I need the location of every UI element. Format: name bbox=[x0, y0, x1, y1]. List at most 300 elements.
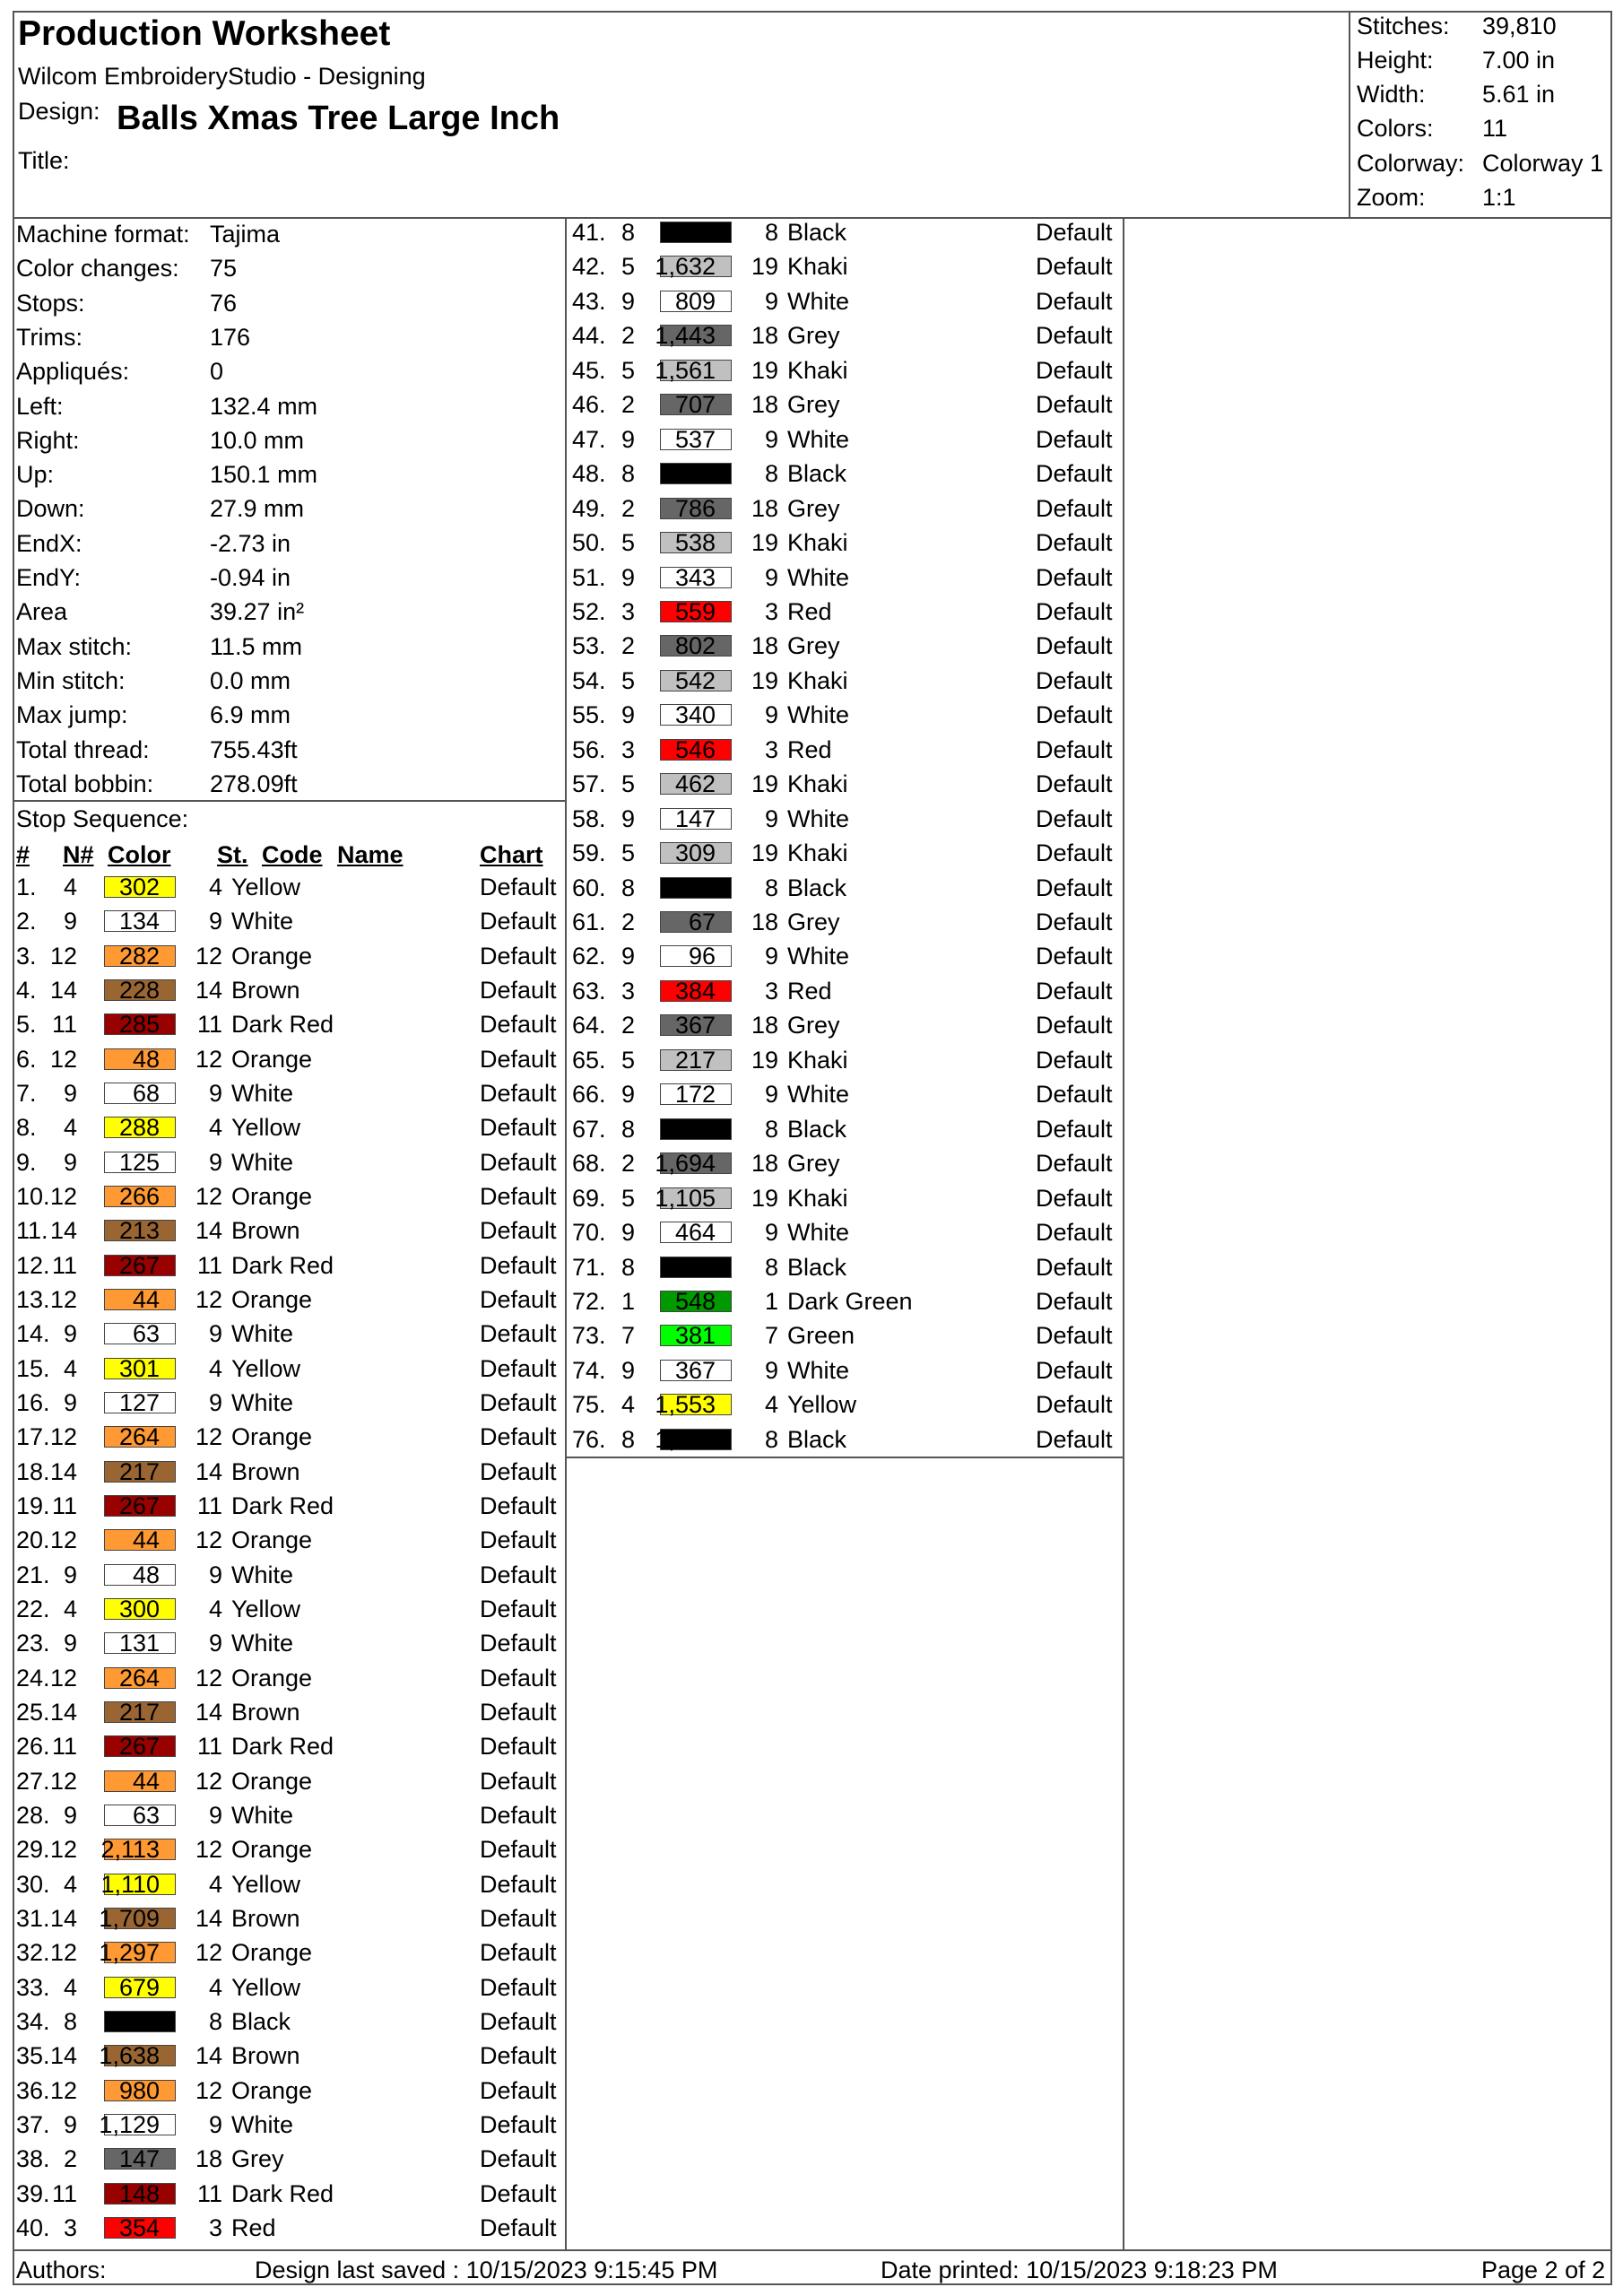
thread-name: Green bbox=[787, 1322, 855, 1350]
thread-code: 19 bbox=[751, 839, 778, 867]
stitch-count: 1,638 bbox=[99, 2042, 160, 2070]
needle-number: 2 bbox=[621, 1012, 635, 1039]
thread-name: Black bbox=[787, 219, 847, 246]
stitch-count: 707 bbox=[674, 391, 716, 419]
stitch-count: 282 bbox=[118, 942, 160, 970]
chart-name: Default bbox=[1036, 253, 1113, 281]
thread-code: 12 bbox=[195, 1045, 222, 1073]
thread-code: 3 bbox=[764, 597, 778, 625]
needle-number: 2 bbox=[621, 909, 635, 935]
thread-code: 12 bbox=[195, 1939, 222, 1967]
needle-number: 2 bbox=[621, 632, 635, 660]
chart-name: Default bbox=[1036, 735, 1113, 763]
stitch-count: 363 bbox=[674, 460, 716, 488]
stop-row bbox=[572, 1112, 1121, 1146]
chart-name: Default bbox=[1036, 287, 1113, 315]
info-label: Max stitch: bbox=[16, 632, 133, 660]
chart-name: Default bbox=[480, 942, 557, 970]
stop-row bbox=[16, 1076, 565, 1110]
needle-number: 4 bbox=[63, 1870, 77, 1898]
stop-number: 20. bbox=[16, 1526, 50, 1554]
stop-number: 45. bbox=[572, 356, 606, 384]
thread-name: Red bbox=[787, 735, 832, 763]
thread-code: 4 bbox=[208, 1870, 222, 1898]
stitch-count: 96 bbox=[688, 943, 716, 970]
chart-name: Default bbox=[1036, 1012, 1113, 1039]
needle-number: 12 bbox=[49, 1767, 77, 1795]
thread-name: Black bbox=[787, 1253, 847, 1281]
stop-row bbox=[16, 1592, 565, 1626]
stop-number: 15. bbox=[16, 1354, 50, 1382]
needle-number: 12 bbox=[49, 1423, 77, 1451]
stop-row bbox=[16, 2108, 565, 2142]
stop-row bbox=[16, 1901, 565, 1935]
stop-number: 11. bbox=[16, 1217, 48, 1245]
stop-number: 1. bbox=[16, 874, 37, 900]
needle-number: 2 bbox=[621, 1150, 635, 1178]
thread-code: 8 bbox=[764, 1425, 778, 1453]
stitch-count: 111 bbox=[678, 219, 716, 246]
stop-number: 49. bbox=[572, 494, 606, 522]
stitch-count: 384 bbox=[674, 977, 716, 1004]
stop-number: 74. bbox=[572, 1356, 606, 1384]
needle-number: 9 bbox=[63, 908, 77, 935]
stitch-count: 176 bbox=[674, 874, 716, 901]
stop-row bbox=[572, 318, 1121, 352]
thread-code: 18 bbox=[751, 322, 778, 350]
thread-code: 9 bbox=[208, 1388, 222, 1416]
stop-number: 44. bbox=[572, 322, 606, 350]
stitch-count: 537 bbox=[674, 425, 716, 453]
stitch-count: 67 bbox=[688, 909, 716, 935]
chart-name: Default bbox=[480, 1801, 557, 1829]
thread-code: 4 bbox=[764, 1391, 778, 1419]
thread-code: 12 bbox=[195, 1767, 222, 1795]
thread-name: Dark Green bbox=[787, 1287, 913, 1315]
needle-number: 9 bbox=[621, 1219, 635, 1247]
thread-code: 19 bbox=[751, 356, 778, 384]
stop-row bbox=[16, 1867, 565, 1901]
stitch-count: 267 bbox=[118, 1733, 160, 1761]
thread-name: Grey bbox=[787, 494, 840, 522]
thread-name: Dark Red bbox=[231, 1492, 334, 1519]
stop-row bbox=[16, 973, 565, 1007]
chart-name: Default bbox=[480, 2042, 557, 2070]
info-label: Max jump: bbox=[16, 701, 128, 729]
needle-number: 4 bbox=[621, 1391, 635, 1419]
stitch-count: 546 bbox=[674, 735, 716, 763]
info-value: 0.0 mm bbox=[210, 666, 291, 694]
info-label: EndY: bbox=[16, 564, 82, 591]
stop-number: 31. bbox=[16, 1904, 50, 1932]
summary-value: 39,810 bbox=[1482, 13, 1557, 39]
stop-row bbox=[572, 1250, 1121, 1284]
stop-number: 59. bbox=[572, 839, 606, 867]
stitch-count: 1,632 bbox=[655, 253, 716, 281]
chart-name: Default bbox=[480, 1182, 557, 1210]
stop-number: 43. bbox=[572, 287, 606, 315]
stop-number: 37. bbox=[16, 2110, 50, 2138]
thread-code: 18 bbox=[751, 909, 778, 935]
stop-number: 47. bbox=[572, 425, 606, 453]
stop-row bbox=[16, 1386, 565, 1420]
stop-number: 7. bbox=[16, 1079, 37, 1107]
stop-row bbox=[572, 664, 1121, 698]
header-summary-divider bbox=[1349, 11, 1350, 219]
thread-name: Orange bbox=[231, 1045, 313, 1073]
needle-number: 9 bbox=[621, 701, 635, 729]
thread-code: 1 bbox=[764, 1287, 778, 1315]
summary-value: 7.00 in bbox=[1482, 47, 1556, 74]
info-value: 75 bbox=[210, 255, 238, 283]
needle-number: 9 bbox=[63, 1148, 77, 1176]
thread-name: Red bbox=[231, 2213, 276, 2241]
chart-name: Default bbox=[480, 1011, 557, 1039]
stop-row bbox=[572, 215, 1121, 249]
stitch-count: 309 bbox=[674, 839, 716, 867]
stitch-count: 1,443 bbox=[655, 322, 716, 350]
thread-name: Grey bbox=[231, 2145, 284, 2173]
stop-row bbox=[572, 698, 1121, 732]
stop-number: 39. bbox=[16, 2179, 50, 2207]
thread-code: 8 bbox=[764, 874, 778, 901]
thread-code: 18 bbox=[751, 1150, 778, 1178]
thread-code: 9 bbox=[764, 563, 778, 591]
thread-code: 9 bbox=[764, 287, 778, 315]
info-label: Stops: bbox=[16, 289, 85, 317]
chart-name: Default bbox=[480, 1217, 557, 1245]
thread-code: 14 bbox=[195, 2042, 222, 2070]
stop-number: 71. bbox=[572, 1253, 606, 1281]
summary-label: Zoom: bbox=[1357, 184, 1426, 211]
thread-name: Khaki bbox=[787, 529, 848, 557]
stitch-count: 381 bbox=[674, 1322, 716, 1350]
thread-name: Brown bbox=[231, 1457, 300, 1485]
thread-code: 11 bbox=[196, 1492, 222, 1519]
needle-number: 14 bbox=[49, 1904, 77, 1932]
info-label: Left: bbox=[16, 392, 64, 420]
stitch-count: 228 bbox=[118, 976, 160, 1004]
stop-number: 58. bbox=[572, 804, 606, 832]
needle-number: 14 bbox=[49, 976, 77, 1004]
stop-row bbox=[572, 1043, 1121, 1077]
stitch-count: 80 bbox=[688, 1115, 716, 1143]
thread-name: Grey bbox=[787, 909, 840, 935]
stitch-count: 217 bbox=[118, 1698, 160, 1726]
thread-code: 14 bbox=[195, 976, 222, 1004]
stop-number: 18. bbox=[16, 1457, 50, 1485]
stop-row bbox=[572, 1318, 1121, 1352]
stop-row bbox=[572, 249, 1121, 283]
needle-number: 8 bbox=[621, 1253, 635, 1281]
info-label: Down: bbox=[16, 495, 85, 523]
stop-row bbox=[16, 1007, 565, 1041]
needle-number: 5 bbox=[621, 253, 635, 281]
stop-number: 29. bbox=[16, 1836, 50, 1864]
title-label: Title: bbox=[18, 147, 70, 174]
thread-code: 9 bbox=[764, 1356, 778, 1384]
thread-code: 18 bbox=[751, 632, 778, 660]
chart-name: Default bbox=[480, 1285, 557, 1313]
stop-number: 6. bbox=[16, 1045, 37, 1073]
info-label: Up: bbox=[16, 461, 55, 489]
chart-name: Default bbox=[480, 874, 557, 900]
info-value: 176 bbox=[210, 323, 251, 351]
chart-name: Default bbox=[480, 1526, 557, 1554]
info-label: Total bobbin: bbox=[16, 770, 154, 797]
thread-code: 11 bbox=[196, 1251, 222, 1279]
needle-number: 11 bbox=[51, 1251, 77, 1279]
stitch-count: 63 bbox=[132, 1801, 160, 1829]
stitch-count: 147 bbox=[674, 804, 716, 832]
info-label: Machine format: bbox=[16, 221, 190, 248]
stop-number: 52. bbox=[572, 597, 606, 625]
needle-number: 14 bbox=[49, 1217, 77, 1245]
thread-name: Brown bbox=[231, 1217, 300, 1245]
stitch-count: 147 bbox=[118, 2145, 160, 2173]
stitch-count: 845 bbox=[118, 2007, 160, 2035]
chart-name: Default bbox=[480, 2076, 557, 2104]
chart-name: Default bbox=[1036, 356, 1113, 384]
thread-code: 12 bbox=[195, 1526, 222, 1554]
needle-number: 12 bbox=[49, 1182, 77, 1210]
stop-row bbox=[16, 1248, 565, 1283]
chart-name: Default bbox=[480, 1561, 557, 1588]
chart-name: Default bbox=[1036, 701, 1113, 729]
stop-number: 8. bbox=[16, 1114, 37, 1142]
thread-name: White bbox=[787, 943, 850, 970]
stop-row bbox=[572, 939, 1121, 973]
needle-number: 11 bbox=[51, 2179, 77, 2207]
stop-row bbox=[16, 1317, 565, 1351]
stop-number: 75. bbox=[572, 1391, 606, 1419]
thread-name: Orange bbox=[231, 1285, 313, 1313]
needle-number: 2 bbox=[621, 391, 635, 419]
stop-row bbox=[16, 1695, 565, 1729]
chart-name: Default bbox=[480, 2007, 557, 2035]
thread-name: White bbox=[231, 2110, 294, 2138]
footer-last-saved: Design last saved : 10/15/2023 9:15:45 PM bbox=[255, 2257, 718, 2283]
middle-column-divider bbox=[1123, 217, 1124, 2251]
needle-number: 4 bbox=[63, 1114, 77, 1142]
stop-row bbox=[16, 1729, 565, 1763]
thread-name: Orange bbox=[231, 1526, 313, 1554]
needle-number: 11 bbox=[51, 1733, 77, 1761]
chart-name: Default bbox=[1036, 563, 1113, 591]
thread-name: White bbox=[787, 563, 850, 591]
stop-row bbox=[16, 1179, 565, 1213]
thread-code: 11 bbox=[196, 2179, 222, 2207]
needle-number: 5 bbox=[621, 1184, 635, 1212]
stitch-count: 127 bbox=[118, 1388, 160, 1416]
stitch-count: 679 bbox=[118, 1973, 160, 2001]
stitch-count: 1,709 bbox=[99, 1904, 160, 1932]
thread-name: Dark Red bbox=[231, 2179, 334, 2207]
stop-number: 12. bbox=[16, 1251, 50, 1279]
footer-divider bbox=[13, 2249, 1612, 2251]
chart-name: Default bbox=[480, 1354, 557, 1382]
info-label: Color changes: bbox=[16, 255, 179, 283]
thread-name: Yellow bbox=[231, 1114, 301, 1142]
thread-code: 11 bbox=[196, 1011, 222, 1039]
thread-name: Orange bbox=[231, 1767, 313, 1795]
thread-code: 19 bbox=[751, 666, 778, 694]
thread-name: Dark Red bbox=[231, 1251, 334, 1279]
info-label: EndX: bbox=[16, 529, 82, 557]
stop-number: 34. bbox=[16, 2007, 50, 2035]
stitch-count: 264 bbox=[118, 1664, 160, 1692]
stitch-count: 217 bbox=[118, 1457, 160, 1485]
needle-number: 12 bbox=[49, 1285, 77, 1313]
footer-page-number: Page 2 of 2 bbox=[1481, 2257, 1606, 2283]
needle-number: 12 bbox=[49, 1526, 77, 1554]
stop-number: 67. bbox=[572, 1115, 606, 1143]
chart-name: Default bbox=[480, 1457, 557, 1485]
stop-number: 30. bbox=[16, 1870, 50, 1898]
stop-number: 5. bbox=[16, 1011, 37, 1039]
stop-row bbox=[16, 1798, 565, 1832]
stitch-count: 302 bbox=[118, 874, 160, 900]
stitch-count: 131 bbox=[118, 1630, 160, 1657]
stop-number: 33. bbox=[16, 1973, 50, 2001]
stitch-count: 809 bbox=[674, 287, 716, 315]
chart-name: Default bbox=[480, 1836, 557, 1864]
stop-row bbox=[16, 1110, 565, 1144]
needle-number: 3 bbox=[621, 977, 635, 1004]
thread-code: 9 bbox=[208, 1079, 222, 1107]
thread-name: White bbox=[231, 1388, 294, 1416]
info-value: 11.5 mm bbox=[210, 632, 303, 660]
stitch-count: 266 bbox=[118, 1182, 160, 1210]
thread-name: Grey bbox=[787, 391, 840, 419]
stop-number: 57. bbox=[572, 770, 606, 798]
stitch-count: 285 bbox=[118, 1011, 160, 1039]
stitch-count: 354 bbox=[118, 2213, 160, 2241]
needle-number: 14 bbox=[49, 1457, 77, 1485]
needle-number: 4 bbox=[63, 1973, 77, 2001]
thread-name: Orange bbox=[231, 1939, 313, 1967]
chart-name: Default bbox=[1036, 909, 1113, 935]
stop-row bbox=[572, 1387, 1121, 1422]
stop-row bbox=[16, 1626, 565, 1660]
chart-name: Default bbox=[480, 1767, 557, 1795]
thread-code: 8 bbox=[764, 1115, 778, 1143]
needle-number: 5 bbox=[621, 1046, 635, 1074]
footer-date-printed: Date printed: 10/15/2023 9:18:23 PM bbox=[881, 2257, 1278, 2283]
summary-label: Colors: bbox=[1357, 115, 1434, 142]
stop-row bbox=[572, 284, 1121, 318]
stop-row bbox=[16, 1935, 565, 1970]
stitch-count: 1,561 bbox=[655, 356, 716, 384]
stitch-count: 548 bbox=[674, 1287, 716, 1315]
stop-number: 41. bbox=[572, 219, 606, 246]
summary-label: Stitches: bbox=[1357, 13, 1450, 39]
needle-number: 9 bbox=[621, 943, 635, 970]
stop-number: 62. bbox=[572, 943, 606, 970]
stitch-count: 213 bbox=[118, 1217, 160, 1245]
stitch-count: 44 bbox=[132, 1285, 160, 1313]
stop-row bbox=[572, 1146, 1121, 1180]
chart-name: Default bbox=[480, 2213, 557, 2241]
left-column-divider bbox=[565, 217, 567, 2251]
thread-code: 9 bbox=[764, 943, 778, 970]
thread-code: 9 bbox=[208, 2110, 222, 2138]
chart-name: Default bbox=[1036, 1081, 1113, 1109]
chart-name: Default bbox=[480, 1388, 557, 1416]
stitch-count: 1,297 bbox=[99, 1939, 160, 1967]
stop-number: 24. bbox=[16, 1664, 50, 1692]
stitch-count: 464 bbox=[674, 1219, 716, 1247]
stitch-count: 1,110 bbox=[100, 1870, 160, 1898]
thread-name: White bbox=[231, 1148, 294, 1176]
thread-code: 4 bbox=[208, 1595, 222, 1622]
needle-number: 9 bbox=[621, 804, 635, 832]
chart-name: Default bbox=[1036, 322, 1113, 350]
needle-number: 9 bbox=[621, 287, 635, 315]
thread-code: 9 bbox=[208, 1320, 222, 1348]
stitch-count: 340 bbox=[674, 701, 716, 729]
stop-row bbox=[572, 353, 1121, 387]
thread-name: White bbox=[231, 1630, 294, 1657]
thread-name: Black bbox=[787, 1425, 847, 1453]
needle-number: 9 bbox=[63, 1630, 77, 1657]
thread-name: Yellow bbox=[787, 1391, 857, 1419]
thread-name: Khaki bbox=[787, 1046, 848, 1074]
page-title: Production Worksheet bbox=[18, 14, 391, 53]
stop-number: 38. bbox=[16, 2145, 50, 2173]
stop-number: 65. bbox=[572, 1046, 606, 1074]
stitch-count: 1,553 bbox=[655, 1391, 716, 1419]
thread-code: 9 bbox=[764, 1219, 778, 1247]
stitch-count: 68 bbox=[132, 1079, 160, 1107]
stop-row bbox=[572, 767, 1121, 801]
col-header-stitches: St. bbox=[217, 841, 248, 868]
stitch-count: 1,105 bbox=[655, 1184, 716, 1212]
stop-number: 64. bbox=[572, 1012, 606, 1039]
needle-number: 11 bbox=[51, 1492, 77, 1519]
stop-number: 35. bbox=[16, 2042, 50, 2070]
chart-name: Default bbox=[1036, 943, 1113, 970]
needle-number: 8 bbox=[621, 1115, 635, 1143]
thread-name: Yellow bbox=[231, 1870, 301, 1898]
needle-number: 12 bbox=[49, 1836, 77, 1864]
stop-number: 69. bbox=[572, 1184, 606, 1212]
needle-number: 12 bbox=[49, 1664, 77, 1692]
col-header-code: Code bbox=[262, 841, 323, 868]
stop-row bbox=[16, 2039, 565, 2073]
thread-name: White bbox=[787, 1081, 850, 1109]
stop-row bbox=[16, 1283, 565, 1317]
thread-name: White bbox=[231, 1561, 294, 1588]
thread-code: 14 bbox=[195, 1698, 222, 1726]
thread-name: Grey bbox=[787, 632, 840, 660]
thread-code: 4 bbox=[208, 1973, 222, 2001]
stop-row bbox=[572, 1422, 1121, 1457]
thread-code: 19 bbox=[751, 1184, 778, 1212]
stop-row bbox=[572, 974, 1121, 1008]
chart-name: Default bbox=[480, 1870, 557, 1898]
stitch-count: 980 bbox=[118, 2076, 160, 2104]
chart-name: Default bbox=[480, 1733, 557, 1761]
thread-name: White bbox=[787, 1356, 850, 1384]
chart-name: Default bbox=[480, 1492, 557, 1519]
thread-name: White bbox=[231, 908, 294, 935]
design-label: Design: bbox=[18, 98, 100, 125]
thread-code: 8 bbox=[208, 2007, 222, 2035]
chart-name: Default bbox=[1036, 666, 1113, 694]
needle-number: 2 bbox=[621, 494, 635, 522]
thread-code: 9 bbox=[208, 1561, 222, 1588]
